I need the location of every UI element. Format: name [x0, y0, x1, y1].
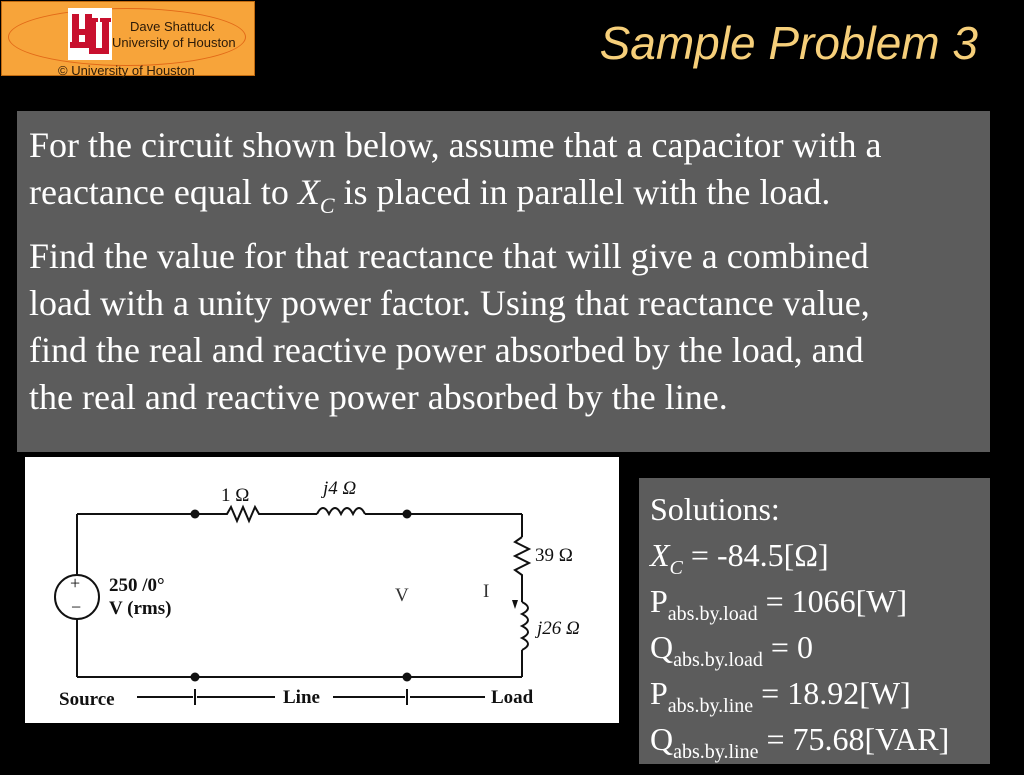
- line-resistance-label: 1 Ω: [221, 485, 250, 506]
- solution-xc-value: = -84.5[Ω]: [682, 537, 829, 573]
- line-section-label: Line: [283, 687, 320, 708]
- solutions-panel: [639, 478, 990, 764]
- problem-paragraph-2: [29, 233, 980, 421]
- circuit-diagram: [25, 457, 619, 723]
- solution-q-load: [650, 624, 990, 670]
- problem-line-1: For the circuit shown below, assume that a capacitor with a: [29, 125, 882, 165]
- logo-author: Dave Shattuck: [130, 19, 215, 34]
- solution-subscript: abs.by.load: [673, 649, 763, 671]
- line-reactance-label: j4 Ω: [323, 478, 357, 499]
- solution-xc: [650, 532, 990, 578]
- problem-para2-line: find the real and reactive power absorbed by the load, and: [29, 330, 864, 370]
- solution-symbol: P: [650, 675, 668, 711]
- solution-p-line: [650, 670, 990, 716]
- logo-university: University of Houston: [112, 35, 236, 50]
- uh-emblem-icon: [68, 8, 112, 60]
- problem-para2-line: Find the value for that reactance that will give a combined: [29, 236, 869, 276]
- solution-xc-variable: X: [650, 537, 670, 573]
- source-unit-label: V (rms): [109, 598, 172, 619]
- solutions-heading: Solutions:: [650, 491, 780, 527]
- solution-q-line: [650, 716, 990, 762]
- solution-value: = 0: [762, 629, 813, 665]
- solution-value: = 1066[W]: [757, 583, 908, 619]
- voltage-label: V: [395, 585, 409, 606]
- problem-statement: [17, 111, 990, 452]
- problem-para2-line: the real and reactive power absorbed by the line.: [29, 377, 728, 417]
- university-logo: [1, 1, 255, 76]
- load-resistance-label: 39 Ω: [535, 545, 573, 566]
- xc-subscript: C: [319, 193, 335, 218]
- source-section-label: Source: [59, 689, 115, 710]
- problem-line-2-end: is placed in parallel with the load.: [334, 172, 831, 212]
- problem-line-2-start: reactance equal to: [29, 172, 298, 212]
- solution-value: = 75.68[VAR]: [758, 721, 950, 757]
- solution-subscript: abs.by.line: [673, 741, 759, 763]
- solution-value: = 18.92[W]: [753, 675, 911, 711]
- source-value-label: 250 /0°: [109, 575, 165, 596]
- solution-subscript: abs.by.line: [667, 695, 754, 717]
- xc-variable: X: [297, 172, 320, 212]
- solution-symbol: Q: [650, 721, 674, 757]
- load-section-label: Load: [491, 687, 534, 708]
- logo-copyright: © University of Houston: [58, 63, 195, 78]
- source-plus-sign: +: [70, 573, 81, 593]
- solution-subscript: abs.by.load: [667, 603, 758, 625]
- circuit-schematic: [25, 457, 619, 723]
- solution-symbol: P: [650, 583, 668, 619]
- solution-xc-subscript: C: [669, 557, 683, 579]
- source-minus-sign: −: [71, 597, 82, 617]
- solution-p-load: [650, 578, 990, 624]
- solution-symbol: Q: [650, 629, 674, 665]
- problem-para2-line: load with a unity power factor. Using that reactance value,: [29, 283, 870, 323]
- load-reactance-label: j26 Ω: [537, 618, 580, 639]
- slide-title: Sample Problem 3: [599, 17, 978, 69]
- problem-paragraph-1: [29, 122, 980, 229]
- current-label: I: [483, 581, 490, 602]
